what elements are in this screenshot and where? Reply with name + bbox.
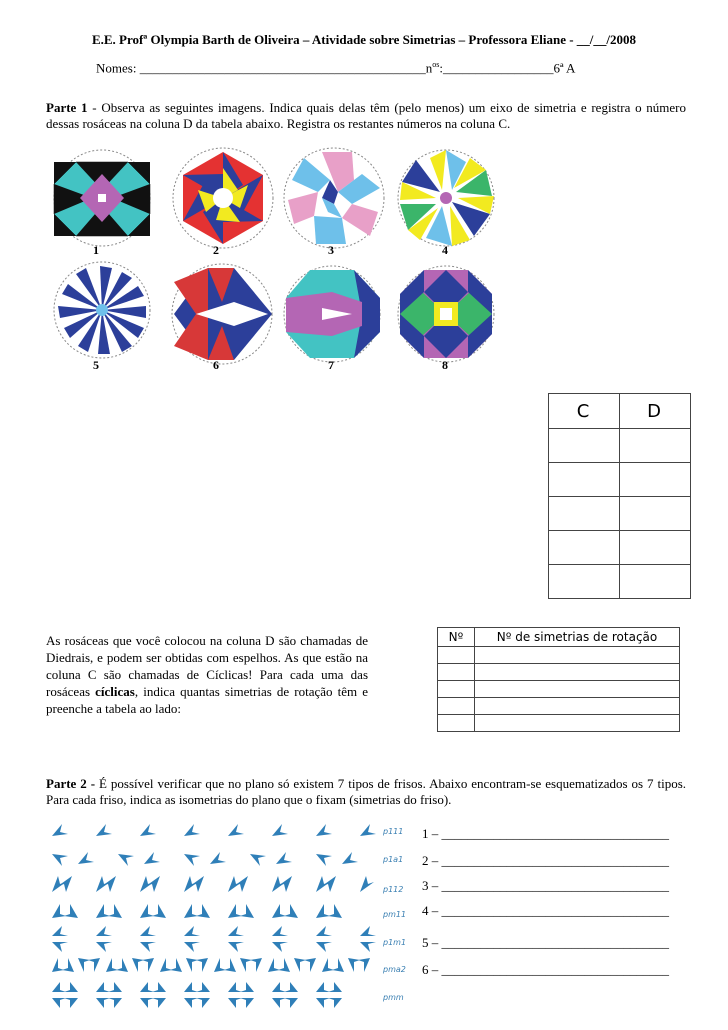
parte1-label: Parte 1 — [46, 100, 88, 115]
parte1-text: - Observa as seguintes imagens. Indica quais delas têm (pelo menos) um eixo de simetria e registra o número dessas rosáceas na coluna D da tabela abaixo. Registra os restantes números na coluna C. — [46, 100, 687, 131]
cell-n[interactable] — [438, 715, 475, 732]
cell-c[interactable] — [549, 429, 620, 463]
cell-d[interactable] — [620, 497, 691, 531]
friso-label-4: pm11 — [383, 910, 407, 919]
rosacea-7 — [282, 262, 386, 370]
rosacea-label-2: 2 — [213, 243, 219, 257]
cell-d[interactable] — [620, 565, 691, 599]
nos-superscript: os — [432, 60, 440, 69]
answer-line-5[interactable]: 5 – ___________________________________ — [422, 935, 669, 950]
friso-label-5: p1m1 — [383, 938, 407, 947]
friso-row-3 — [48, 872, 378, 901]
names-rest: :_________________6ª A — [439, 60, 576, 76]
cell-n[interactable] — [438, 698, 475, 715]
col-d-header: D — [620, 394, 691, 429]
parte2-label: Parte 2 - — [46, 776, 99, 791]
rotacao-text-after: , indica quantas simetrias de rotação têm e preenche a tabela ao lado: — [46, 684, 369, 716]
rosacea-label-3: 3 — [328, 243, 334, 257]
cell-c[interactable] — [549, 463, 620, 497]
friso-label-3: p112 — [383, 885, 404, 894]
rosacea-2 — [168, 140, 278, 258]
friso-label-2: p1a1 — [383, 855, 404, 864]
answer-line-4[interactable]: 4 – ___________________________________ — [422, 903, 669, 918]
table-rotacao — [437, 627, 680, 732]
rosacea-6 — [168, 262, 278, 370]
cell-sim[interactable] — [475, 698, 680, 715]
answer-line-2[interactable]: 2 – ___________________________________ — [422, 853, 669, 868]
cell-d[interactable] — [620, 463, 691, 497]
cell-c[interactable] — [549, 531, 620, 565]
cell-n[interactable] — [438, 664, 475, 681]
rosacea-label-7: 7 — [328, 358, 334, 372]
friso-row-6 — [48, 954, 378, 981]
friso-row-7 — [48, 980, 378, 1015]
rosacea-label-4: 4 — [442, 243, 448, 257]
rosacea-label-1: 1 — [93, 243, 99, 257]
page-title: E.E. Profª Olympia Barth de Oliveira – Atividade sobre Simetrias – Professora Eliane - __/__/2008 — [91, 32, 637, 47]
parte2-text: É possível verificar que no plano só existem 7 tipos de frisos. Abaixo encontram-se esquematizados os 7 tipos. Para cada friso, indica as isometrias do plano que o fixam (simetrias do friso). — [46, 776, 687, 807]
answer-line-3[interactable]: 3 – ___________________________________ — [422, 878, 669, 893]
answer-line-6[interactable]: 6 – ___________________________________ — [422, 962, 669, 977]
rotacao-text-before: As rosáceas que você colocou na coluna D são chamadas de Diedrais, e podem ser obtidas com espelhos. As que estão na coluna C são chamadas de Cíclicas! Para cada uma das rosáceas — [46, 633, 368, 699]
names-line — [96, 60, 575, 76]
table-cd — [548, 393, 691, 599]
parte2-paragraph — [46, 776, 686, 808]
rosacea-label-8: 8 — [442, 358, 448, 372]
friso-label-7: pmm — [383, 993, 404, 1002]
friso-label-6: pma2 — [383, 965, 406, 974]
cell-sim[interactable] — [475, 647, 680, 664]
answer-line-1[interactable]: 1 – ___________________________________ — [422, 826, 669, 841]
rosacea-8 — [396, 262, 500, 370]
cell-c[interactable] — [549, 497, 620, 531]
friso-row-1 — [48, 820, 378, 847]
rosacea-label-5: 5 — [93, 358, 99, 372]
cell-d[interactable] — [620, 429, 691, 463]
rotacao-bold: cíclicas — [95, 684, 135, 699]
rotacao-paragraph — [46, 632, 368, 717]
friso-label-1: p111 — [383, 827, 404, 836]
col-c-header: C — [549, 394, 620, 429]
cell-c[interactable] — [549, 565, 620, 599]
parte1-paragraph — [46, 100, 686, 132]
col-n-header: Nº — [438, 628, 475, 647]
friso-row-4 — [48, 900, 378, 927]
cell-n[interactable] — [438, 681, 475, 698]
rosacea-1 — [52, 140, 156, 258]
cell-sim[interactable] — [475, 715, 680, 732]
cell-n[interactable] — [438, 647, 475, 664]
cell-sim[interactable] — [475, 664, 680, 681]
rosacea-5 — [52, 258, 156, 368]
names-label: Nomes: ____________________________________________n — [96, 60, 433, 76]
cell-sim[interactable] — [475, 681, 680, 698]
rosacea-label-6: 6 — [213, 358, 219, 372]
cell-d[interactable] — [620, 531, 691, 565]
rosacea-3 — [282, 140, 392, 258]
rosacea-4 — [396, 140, 500, 258]
col-sim-header: Nº de simetrias de rotação — [475, 628, 680, 647]
